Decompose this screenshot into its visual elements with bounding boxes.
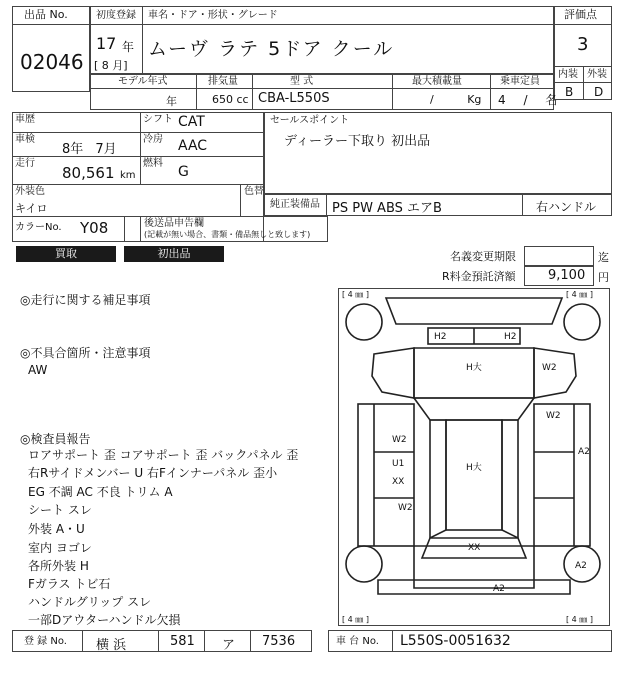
mileage-value: 80,561 [62,164,115,182]
registration-label: 登 録 No. [24,636,67,647]
inspector-line: ロアサポート 歪 コアサポート 歪 バックパネル 歪 [28,448,299,462]
inspector-line: EG 不調 AC 不良 トリム A [28,485,173,499]
history-label: 車歴 [15,114,35,125]
registration-area: 横 浜 [96,638,127,653]
capacity-value: 4 / 名 [498,93,558,107]
lot-number: 02046 [20,50,84,74]
score-value: 3 [577,34,589,55]
shift-value: CAT [178,114,205,130]
mark-h2-left: H2 [434,332,447,342]
mark-a2-bumper: A2 [493,584,505,594]
max-load-label: 最大積載量 [412,76,462,87]
tire-label-rear-right: [ 4 ㎜ ] [566,615,593,624]
type-value: CBA-L550S [258,91,330,106]
ac-value: AAC [178,138,208,154]
inspector-heading: ◎検査員報告 [20,432,91,446]
mark-xx-rear: XX [468,543,481,553]
displacement-label: 排気量 [208,76,238,87]
first-reg-year: 17 [96,34,117,53]
documents-note: (記載が無い場合、書類・備品無しと致します) [144,230,311,239]
left-side-panel [358,404,414,546]
first-reg-year-unit: 年 [122,40,135,54]
right-side-panel [534,404,590,546]
inspection-value: 8年 7月 [62,142,117,157]
color-change-label: 色替 [244,186,264,197]
tire-front-right [564,304,600,340]
score-label: 評価点 [564,8,597,21]
mark-h2-right: H2 [504,332,517,342]
name-change-label: 名義変更期限 [450,250,516,263]
interior-label: 内装 [558,69,578,80]
displacement-value: 650 cc [212,93,249,106]
recycle-label: R料金預託済額 [442,270,516,283]
mark-w2-right-front: W2 [542,363,557,373]
tire-label-front-left: [ 4 ㎜ ] [342,290,369,299]
equipment-label: 純正装備品 [270,199,320,210]
first-reg-month: [ 8 月] [94,59,128,72]
exterior-label: 外装 [587,69,607,80]
first-reg-label: 初度登録 [96,10,136,21]
mark-a2-tire: A2 [575,561,587,571]
mark-xx-left: XX [392,477,405,487]
first-listing-button[interactable]: 初出品 [124,246,224,262]
mark-w2-left-front: W2 [392,435,407,445]
tire-label-front-right: [ 4 ㎜ ] [566,290,593,299]
capacity-label: 乗車定員 [500,76,540,87]
mark-w2-right-door: W2 [546,411,561,421]
inspector-line: シート スレ [28,503,92,517]
chassis-value: L550S-0051632 [400,633,511,649]
registration-class: 581 [170,634,195,649]
inspection-label: 車検 [15,134,35,145]
inspector-line: 各所外装 H [28,559,89,573]
sales-point-label: セールスポイント [270,115,350,126]
inspector-line: 室内 ヨゴレ [28,541,92,555]
model-year-label: モデル年式 [118,76,168,87]
defects-heading: ◎不具合箇所・注意事項 [20,346,151,360]
fuel-value: G [178,164,189,180]
mark-a2-right: A2 [578,447,590,457]
inspector-line: 外装 A・U [28,522,85,536]
model-year-unit: 年 [166,95,177,108]
exterior-score: D [594,85,604,99]
left-front-fender [372,348,414,398]
name-label: 車名・ドア・形状・グレード [148,10,278,21]
rear-bumper [378,580,570,594]
defects-value: AW [28,363,48,377]
registration-kana: ア [222,638,236,653]
equipment-value: PS PW ABS エアB [332,201,442,216]
type-label: 型 式 [290,76,314,87]
roof [446,420,502,530]
ac-label: 冷房 [143,134,163,145]
fuel-label: 燃料 [143,158,163,169]
handle-value: 右ハンドル [536,200,597,214]
mark-u1: U1 [392,459,405,469]
inspector-line: Fガラス トビ石 [28,577,111,591]
lot-label: 出品 No. [24,8,68,21]
color-no-value: Y08 [80,219,109,237]
name-change-box [524,246,594,266]
color-value: キイロ [15,202,48,215]
name-change-unit: 迄 [598,251,609,264]
car-diagram [338,288,610,626]
tire-rear-left [346,546,382,582]
tire-front-left [346,304,382,340]
mark-h-large-hood: H大 [466,363,482,373]
recycle-unit: 円 [598,271,609,284]
driving-notes-heading: ◎走行に関する補足事項 [20,293,151,307]
tire-label-rear-left: [ 4 ㎜ ] [342,615,369,624]
mark-h-large-roof: H大 [466,463,482,473]
right-front-fender [534,348,576,398]
mark-w2-left-rear: W2 [398,503,413,513]
sales-point-value: ディーラー下取り 初出品 [284,134,431,149]
color-no-label: カラーNo. [15,222,62,233]
registration-number: 7536 [262,634,296,649]
inspector-line: ハンドルグリップ スレ [28,595,152,609]
front-bumper [386,298,562,324]
purchase-button[interactable]: 買取 [16,246,116,262]
recycle-value: 9,100 [548,268,586,283]
windshield [414,398,534,420]
hood-outline [414,348,534,398]
interior-score: B [565,85,574,99]
documents-label: 後送品申告欄 [144,218,204,229]
inspector-line: 右Rサイドメンバー U 右Fインナーパネル 歪小 [28,466,278,480]
chassis-label: 車 台 No. [336,636,379,647]
max-load-value: / Kg [430,93,482,106]
mileage-label: 走行 [15,158,35,169]
vehicle-name: ムーヴ ラテ 5ドア クール [148,38,395,60]
mileage-unit: km [120,170,136,181]
shift-label: シフト [143,114,173,125]
inspector-line: 一部Dアウターハンドル欠損 [28,613,181,627]
color-label: 外装色 [15,186,45,197]
